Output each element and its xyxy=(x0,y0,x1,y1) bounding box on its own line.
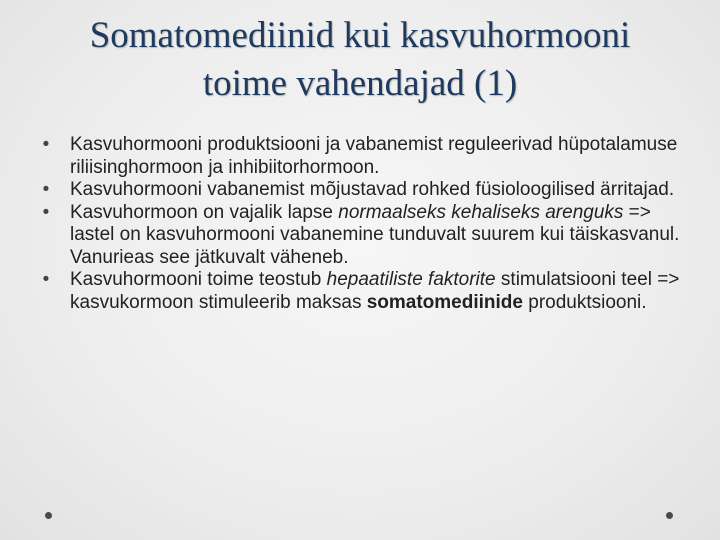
bullet-text: Kasvuhormooni produktsiooni ja vabanemist reguleerivad hüpotalamuse riliisinghormoon ja inhibiitorhormoon. xyxy=(70,134,678,178)
slide-title-line-2: toime vahendajad (1) xyxy=(202,63,518,104)
bullet-text: Kasvuhormooni vabanemist mõjustavad rohked füsioloogilised ärritajad. xyxy=(70,179,675,200)
bullet-item xyxy=(28,134,700,179)
bullet-item xyxy=(28,202,700,270)
bullet-text-part: Kasvuhormooni toime teostub xyxy=(70,269,327,290)
bullet-dot-icon: • xyxy=(42,201,50,223)
dot-icon xyxy=(666,512,673,519)
slide-title xyxy=(20,12,700,108)
bullet-dot-icon: • xyxy=(42,134,50,155)
bullet-text-part: produktsiooni. xyxy=(522,291,647,313)
bullet-text-italic: normaalseks kehaliseks arenguks xyxy=(338,201,624,223)
bullet-item xyxy=(28,269,700,314)
bullet-dot-icon: • xyxy=(42,179,50,200)
bullet-text xyxy=(70,269,679,313)
bullet-item xyxy=(28,179,700,202)
bullet-text-italic: hepaatiliste faktorite xyxy=(326,269,496,290)
bullet-dot-icon: • xyxy=(42,269,50,290)
bullet-text-part: Kasvuhormoon on vajalik lapse xyxy=(70,201,339,223)
slide-title-line-1: Somatomediinid kui kasvuhormooni xyxy=(89,15,631,56)
bullet-text-bold: somatomediinide xyxy=(366,291,523,313)
bullet-text-part: => lastel on kasvuhormooni vabanemine tunduvalt suurem kui täiskasvanul. Vanurieas see jätkuvalt väheneb. xyxy=(70,201,680,268)
bullet-text xyxy=(70,202,679,268)
bullet-list xyxy=(28,134,700,314)
dot-icon xyxy=(45,512,52,519)
bullet-text-part: stimulatsiooni teel => kasvukormoon stimuleerib maksas xyxy=(70,269,680,313)
